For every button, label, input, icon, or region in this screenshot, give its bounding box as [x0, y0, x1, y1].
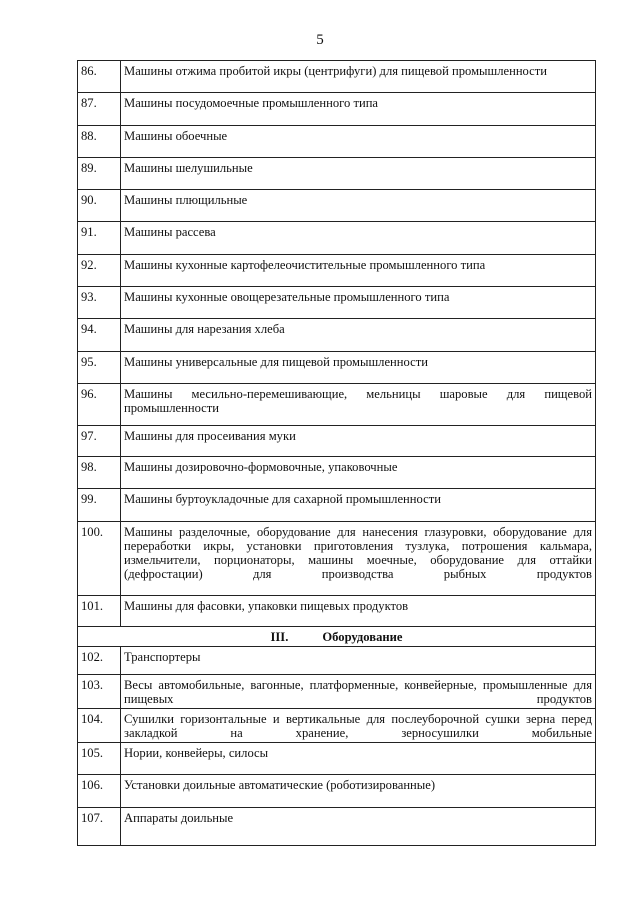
row-description: Машины дозировочно-формовочные, упаковочные	[121, 457, 596, 489]
row-description: Машины для нарезания хлеба	[121, 319, 596, 352]
table-row	[78, 457, 596, 489]
row-number: 100.	[78, 522, 121, 596]
row-number: 95.	[78, 352, 121, 384]
row-number: 96.	[78, 384, 121, 426]
row-number: 98.	[78, 457, 121, 489]
table-row	[78, 384, 596, 426]
row-description: Сушилки горизонтальные и вертикальные для послеуборочной сушки зерна перед закладкой на хранение, зерносушилки мобильные	[121, 709, 596, 743]
table-row	[78, 352, 596, 384]
row-description: Машины шелушильные	[121, 158, 596, 190]
row-description: Весы автомобильные, вагонные, платформенные, конвейерные, промышленные для пищевых продуктов	[121, 675, 596, 709]
row-number: 88.	[78, 126, 121, 158]
table-row	[78, 675, 596, 709]
row-description: Машины для просеивания муки	[121, 426, 596, 457]
row-number: 106.	[78, 775, 121, 808]
row-number: 94.	[78, 319, 121, 352]
table-row	[78, 126, 596, 158]
row-number: 91.	[78, 222, 121, 255]
row-description: Транспортеры	[121, 647, 596, 675]
row-number: 89.	[78, 158, 121, 190]
row-number: 101.	[78, 596, 121, 627]
row-number: 97.	[78, 426, 121, 457]
row-number: 92.	[78, 255, 121, 287]
row-description: Машины месильно-перемешивающие, мельницы шаровые для пищевой промышленности	[121, 384, 596, 426]
row-number: 107.	[78, 808, 121, 846]
table-row	[78, 319, 596, 352]
row-description: Машины разделочные, оборудование для нанесения глазуровки, оборудование для переработки икры, установки приготовления тузлука, потрошения кальмара, измельчители, порционаторы, машины моечные, оборудование для оттайки (дефростации) для производства рыбных продуктов	[121, 522, 596, 596]
table-row	[78, 489, 596, 522]
row-description: Установки доильные автоматические (роботизированные)	[121, 775, 596, 808]
row-number: 87.	[78, 93, 121, 126]
row-number: 86.	[78, 61, 121, 93]
table-row	[78, 596, 596, 627]
row-number: 90.	[78, 190, 121, 222]
row-description: Машины посудомоечные промышленного типа	[121, 93, 596, 126]
table-row	[78, 222, 596, 255]
table-row	[78, 647, 596, 675]
row-description: Машины для фасовки, упаковки пищевых продуктов	[121, 596, 596, 627]
section-title: Оборудование	[322, 630, 403, 644]
table-row	[78, 709, 596, 743]
row-number: 105.	[78, 743, 121, 775]
row-number: 99.	[78, 489, 121, 522]
section-numeral: III.	[270, 630, 289, 644]
row-description: Машины обоечные	[121, 126, 596, 158]
table-row	[78, 255, 596, 287]
row-description: Нории, конвейеры, силосы	[121, 743, 596, 775]
row-description: Машины кухонные овощерезательные промышленного типа	[121, 287, 596, 319]
row-number: 104.	[78, 709, 121, 743]
table-row	[78, 287, 596, 319]
table-row	[78, 190, 596, 222]
equipment-table	[77, 60, 596, 846]
table-row	[78, 743, 596, 775]
table-row	[78, 426, 596, 457]
table-row	[78, 61, 596, 93]
row-description: Машины универсальные для пищевой промышленности	[121, 352, 596, 384]
row-description: Машины буртоукладочные для сахарной промышленности	[121, 489, 596, 522]
row-number: 103.	[78, 675, 121, 709]
row-description: Аппараты доильные	[121, 808, 596, 846]
row-description: Машины отжима пробитой икры (центрифуги) для пищевой промышленности	[121, 61, 596, 93]
row-number: 102.	[78, 647, 121, 675]
table-row	[78, 775, 596, 808]
page-number: 5	[316, 32, 324, 48]
row-description: Машины кухонные картофелеочистительные промышленного типа	[121, 255, 596, 287]
table-row	[78, 808, 596, 846]
row-description: Машины рассева	[121, 222, 596, 255]
table-row	[78, 522, 596, 596]
row-number: 93.	[78, 287, 121, 319]
table-row	[78, 93, 596, 126]
section-header-row	[78, 627, 596, 647]
row-description: Машины плющильные	[121, 190, 596, 222]
section-header	[78, 627, 596, 647]
table-row	[78, 158, 596, 190]
